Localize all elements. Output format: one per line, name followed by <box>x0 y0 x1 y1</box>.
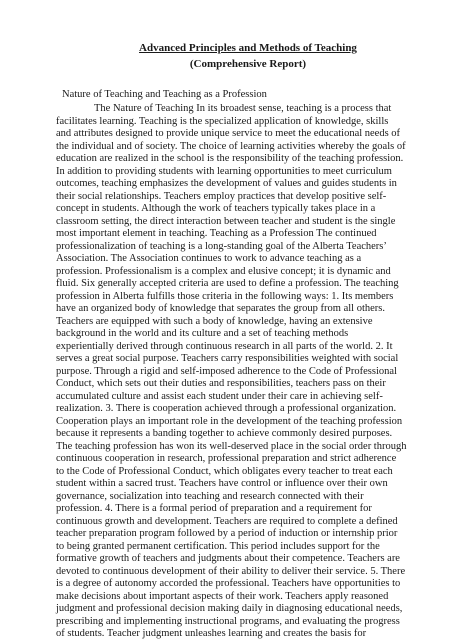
text-line: prescribing and implementing instructional programs, and evaluating the progress <box>56 615 400 627</box>
text-line: Cooperation plays an important role in the development of the teaching profession <box>56 415 403 427</box>
text-line: of students. Teacher judgment unleashes learning and creates the basis for <box>56 628 367 639</box>
text-line: professionalization of teaching is a long-standing goal of the Alberta Teachers’ <box>56 240 387 252</box>
body-paragraph <box>56 103 440 641</box>
text-line: and attributes designed to provide unique service to meet the educational needs of <box>56 128 401 139</box>
text-line: facilitates learning. Teaching is the specialized application of knowledge, skills <box>56 115 389 127</box>
text-line: because it represents a banding together to achieve commonly desired purposes. <box>56 428 393 439</box>
text-line: background in the world and its culture and a set of teaching methods <box>56 328 349 339</box>
text-line: teacher preparation program followed by a period of induction or internship prior <box>56 528 398 539</box>
text-line: most important element in teaching. Teaching as a Profession The continued <box>56 228 377 239</box>
text-line: formative growth of teachers and judgments about their competence. Teachers are <box>56 553 400 564</box>
text-line: experientially derived through continuous research in all parts of the world. 2. It <box>56 340 393 352</box>
document-page <box>56 40 440 641</box>
text-line: Conduct, which sets out their duties and responsibilities, teachers pass on their <box>56 378 386 389</box>
text-line: accumulated culture and assist each student under their care in achieving self- <box>56 390 383 402</box>
text-line: In addition to providing students with learning opportunities to meet curriculum <box>56 165 392 177</box>
text-line: judgment and professional decision making daily in diagnosing educational needs, <box>56 603 403 614</box>
text-line: governance, socialization into teaching and research connected with their <box>56 490 364 502</box>
text-line: devoted to continuous development of their ability to deliver their service. 5. There <box>56 565 406 577</box>
text-line: profession in Alberta fulfills those criteria in the following ways: 1. Its members <box>56 290 394 302</box>
text-line: continuous growth and development. Teachers are required to complete a defined <box>56 515 398 527</box>
text-line: profession. 4. There is a formal period of preparation and a requirement for <box>56 503 372 514</box>
text-line: Association. The Association continues to work to advance teaching as a <box>56 253 362 264</box>
text-line: The Nature of Teaching In its broadest sense, teaching is a process that <box>94 103 392 114</box>
text-line: education are realized in the school is the responsibility of the teaching profession. <box>56 153 404 164</box>
text-line: The teaching profession has won its well-deserved place in the social order through <box>56 440 407 452</box>
text-line: the individual and of society. The choice of learning activities whereby the goals of <box>56 140 406 152</box>
text-line: realization. 3. There is cooperation achieved through a professional organization. <box>56 403 397 414</box>
text-line: classroom setting, the direct interaction between teacher and student is the single <box>56 215 396 227</box>
text-line: to being granted permanent certification. This period includes support for the <box>56 540 380 552</box>
text-line: have an organized body of knowledge that separates the group from all others. <box>56 303 385 314</box>
text-line: fluid. Six generally accepted criteria are used to define a profession. The teaching <box>56 278 399 289</box>
text-line: their social relationships. Teachers employ practices that develop positive self- <box>56 190 387 202</box>
text-line: concept in students. Although the work of teachers typically takes place in a <box>56 203 376 214</box>
text-line: profession. Professionalism is a complex and elusive concept; it is dynamic and <box>56 265 391 277</box>
text-line: continuous cooperation in research, professional preparation and strict adherence <box>56 453 397 464</box>
text-line: Teachers are equipped with such a body of knowledge, having an extensive <box>56 315 373 327</box>
text-line: purpose. Through a rigid and self-imposed adherence to the Code of Professional <box>56 365 397 377</box>
section-heading: Nature of Teaching and Teaching as a Profession <box>62 89 267 100</box>
text-line: student within a sacred trust. Teachers have control or influence over their own <box>56 478 388 489</box>
text-line: make decisions about important aspects of their work. Teachers apply reasoned <box>56 590 389 602</box>
text-line: is a degree of autonomy accorded the professional. Teachers have opportunities to <box>56 578 401 589</box>
document-subtitle: (Comprehensive Report) <box>189 58 307 70</box>
text-line: outcomes, teaching emphasizes the development of values and guides students in <box>56 178 397 189</box>
text-line: to the Code of Professional Conduct, which obligates every teacher to treat each <box>56 465 393 477</box>
document-title: Advanced Principles and Methods of Teaching <box>139 42 357 54</box>
text-line: serves a great social purpose. Teachers carry responsibilities weighted with social <box>56 353 399 364</box>
